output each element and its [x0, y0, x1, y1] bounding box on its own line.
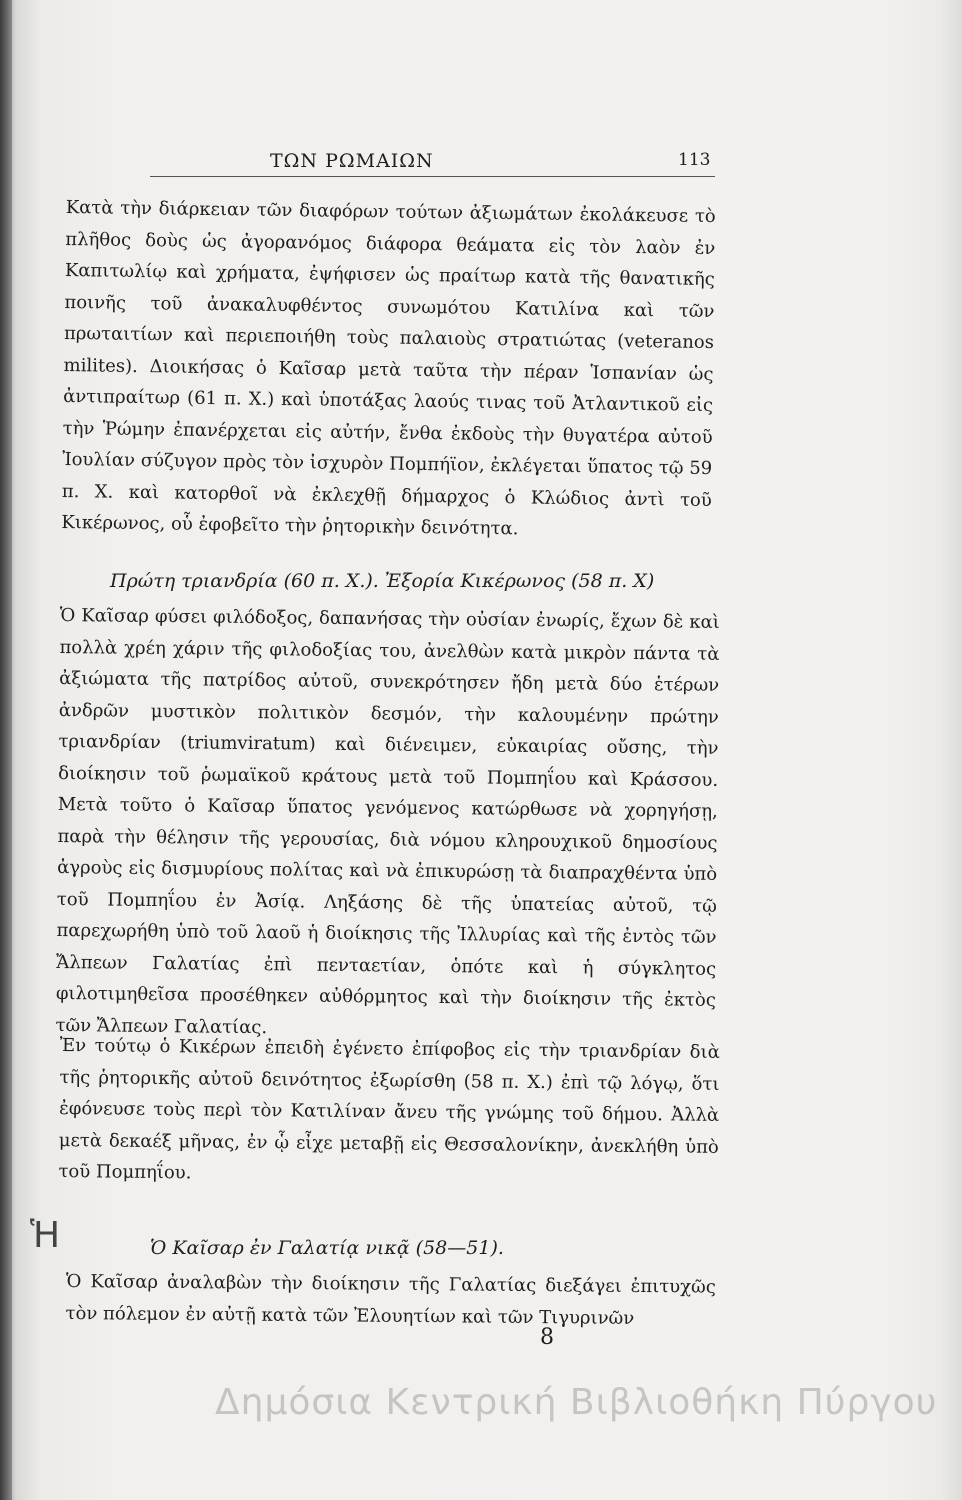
book-spine-shadow: [0, 0, 12, 1500]
section-heading-2: Ὁ Καῖσαρ ἐν Γαλατίᾳ νικᾷ (58—51).: [150, 1237, 504, 1259]
paragraph-4: Ὁ Καῖσαρ ἀναλαβὼν τὴν διοίκησιν τῆς Γαλατίας διεξάγει ἐπιτυχῶς τὸν πόλεμον ἐν αὐτῇ κατὰ τῶν Ἐλουητίων καὶ τῶν Τιγυρινῶν: [65, 1270, 716, 1329]
pencil-annotation: Ἡ: [30, 1215, 61, 1256]
paragraph-3: Ἐν τούτῳ ὁ Κικέρων ἐπειδὴ ἐγένετο ἐπίφοβος εἰς τὴν τριανδρίαν διὰ τῆς ῥητορικῆς αὐτοῦ δεινότητος ἐξωρίσθη (58 π. Χ.) ἐπὶ τῷ λόγῳ, ὅτι ἐφόνευσε τοὺς περὶ τὸν Κατιλίναν ἄνευ τῆς γνώμης τοῦ δήμου. Ἀλλὰ μετὰ δεκαέξ μῆνας, ἐν ᾧ εἶχε μεταβῇ εἰς Θεσσαλονίκην, ἀνεκλήθη ὑπὸ τοῦ Πομπηΐου.: [58, 1034, 720, 1184]
paragraph-1: Κατὰ τὴν διάρκειαν τῶν διαφόρων τούτων ἀξιωμάτων ἐκολάκευσε τὸ πλῆθος δοὺς ὡς ἀγορανόμος διάφορα θεάματα εἰς τὸν λαὸν ἐν Καπιτωλίῳ καὶ χρήματα, ἐψήφισεν ὡς πραίτωρ κατὰ τῆς θανατικῆς ποινῆς τοῦ ἀνακαλυφθέντος συνωμότου Κατιλίνα καὶ τῶν πρωταιτίων καὶ περιεποιήθη τοὺς παλαιοὺς στρατιώτας (veteranos milites). Διοικήσας ὁ Καῖσαρ μετὰ ταῦτα τὴν πέραν Ἱσπανίαν ὡς ἀντιπραίτωρ (61 π. Χ.) καὶ ὑποτάξας λαούς τινας τοῦ Ἀτλαντικοῦ εἰς τὴν Ῥώμην ἐπανέρχεται εἰς αὐτήν, ἔνθα ἐκδοὺς τὴν θυγατέρα αὐτοῦ Ἰουλίαν σύζυγον πρὸς τὸν ἰσχυρὸν Πομπήϊον, ἐκλέγεται ὕπατος τῷ 59 π. Χ. καὶ κατορθοῖ νὰ ἐκλεχθῇ δήμαρχος ὁ Κλώδιος ἀντὶ τοῦ Κικέρωνος, οὗ ἐφοβεῖτο τὴν ῥητορικὴν δεινότητα.: [61, 196, 716, 540]
running-title: ΤΩΝ ΡΩΜΑΙΩΝ: [270, 150, 434, 172]
library-watermark: Δημόσια Κεντρική Βιβλιοθήκη Πύργου: [215, 1382, 938, 1423]
signature-mark: 8: [540, 1325, 554, 1350]
section-heading-1: Πρώτη τριανδρία (60 π. Χ.). Ἐξορία Κικέρωνος (58 π. Χ): [110, 570, 655, 592]
page-number: 113: [678, 150, 711, 170]
paragraph-2: Ὁ Καῖσαρ φύσει φιλόδοξος, δαπανήσας τὴν οὐσίαν ἐνωρίς, ἔχων δὲ καὶ πολλὰ χρέη χάριν τῆς φιλοδοξίας του, ἀνελθὼν κατὰ μικρὸν πάντα τὰ ἀξιώματα τῆς πατρίδος αὐτοῦ, συνεκρότησεν ἤδη μετὰ δύο ἑτέρων ἀνδρῶν μυστικὸν πολιτικὸν δεσμόν, τὴν καλουμένην πρώτην τριανδρίαν (triumviratum) καὶ διένειμεν, εὐκαιρίας οὔσης, τὴν διοίκησιν τοῦ ῥωμαϊκοῦ κράτους μετὰ τοῦ Πομπηΐου καὶ Κράσσου. Μετὰ τοῦτο ὁ Καῖσαρ ὕπατος γενόμενος κατώρθωσε νὰ χορηγήσῃ, παρὰ τὴν θέλησιν τῆς γερουσίας, διὰ νόμου κληρουχικοῦ δημοσίους ἀγροὺς εἰς δισμυρίους πολίτας καὶ νὰ ἐπικυρώσῃ τὰ διαπραχθέντα ὑπὸ τοῦ Πομπηΐου ἐν Ἀσίᾳ. Ληξάσης δὲ τῆς ὑπατείας αὐτοῦ, τῷ παρεχωρήθη ὑπὸ τοῦ λαοῦ ἡ διοίκησις τῆς Ἰλλυρίας καὶ τῆς ἐντὸς τῶν Ἄλπεων Γαλατίας ἐπὶ πενταετίαν, ὁπότε καὶ ἡ σύγκλητος φιλοτιμηθεῖσα προσέθηκεν αὐθόρμητος καὶ τὴν διοίκησιν τῆς ἐκτὸς τῶν Ἄλπεων Γαλατίας.: [55, 604, 720, 1038]
